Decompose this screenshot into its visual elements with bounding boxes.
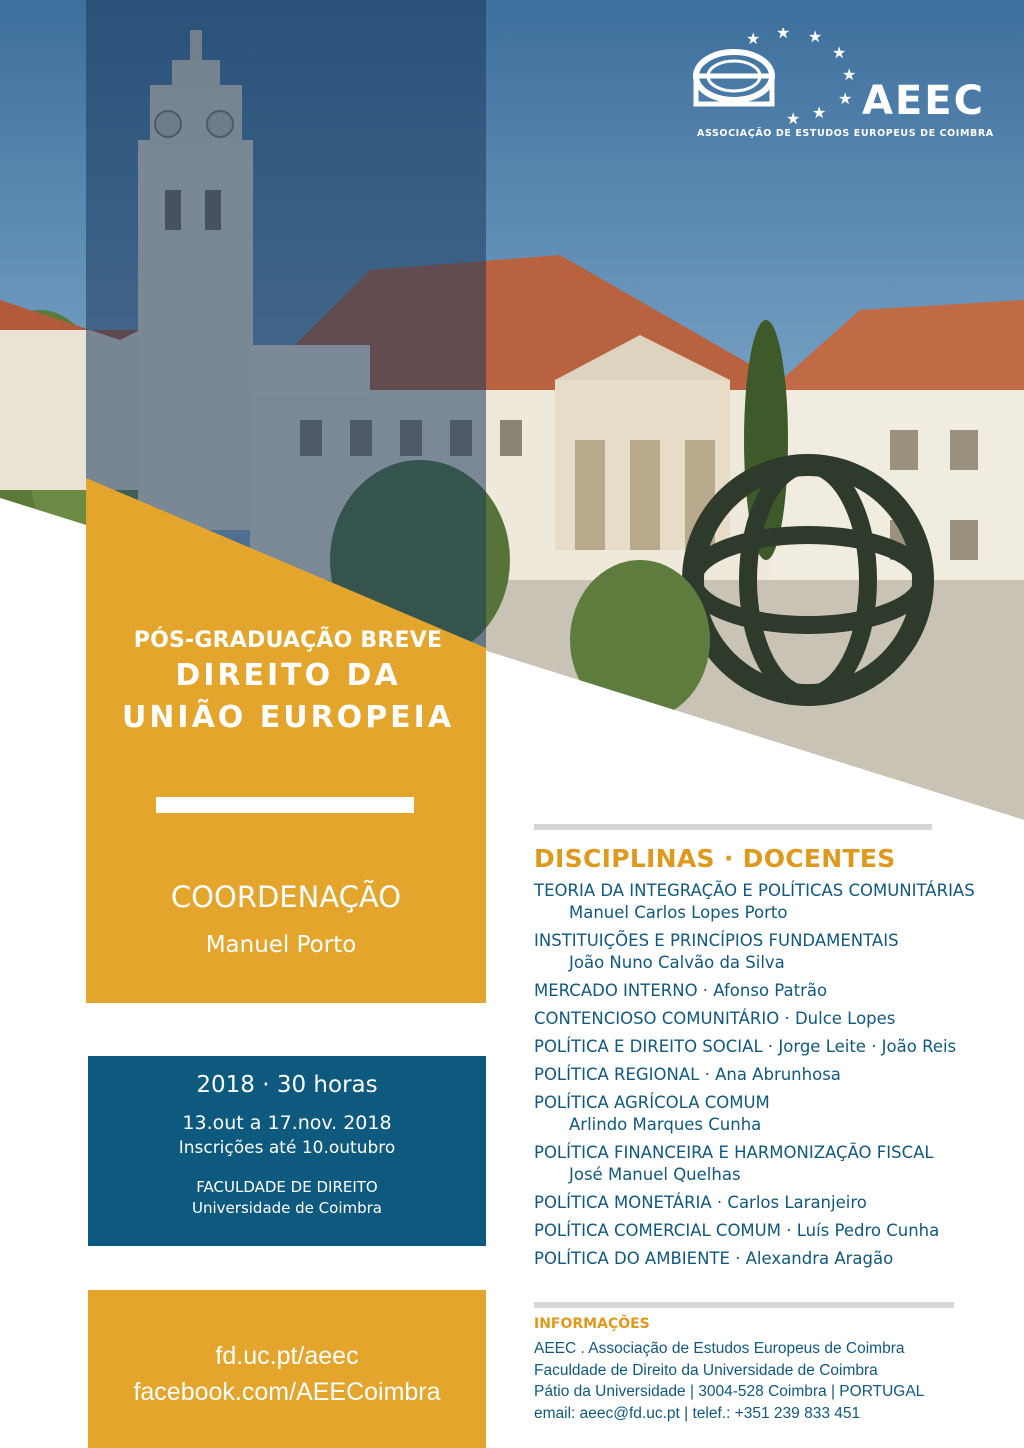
discipline-name: POLÍTICA MONETÁRIA · Carlos Laranjeiro — [534, 1193, 867, 1212]
university-name: Universidade de Coimbra — [192, 1199, 382, 1217]
gold-title-panel — [86, 478, 486, 1003]
registration-deadline: Inscrições até 10.outubro — [178, 1138, 396, 1158]
discipline-teacher: José Manuel Quelhas — [569, 1165, 741, 1184]
svg-text:★: ★ — [812, 103, 827, 122]
discipline-name: MERCADO INTERNO · Afonso Patrão — [534, 981, 828, 1000]
course-details-panel — [88, 1056, 486, 1246]
list-item — [534, 1008, 1014, 1030]
svg-text:★: ★ — [842, 65, 857, 84]
website-link[interactable]: fd.uc.pt/aeec — [215, 1342, 359, 1370]
discipline-name: INSTITUIÇÕES E PRINCÍPIOS FUNDAMENTAIS — [534, 931, 899, 950]
svg-text:★: ★ — [832, 43, 847, 62]
discipline-name: CONTENCIOSO COMUNITÁRIO · Dulce Lopes — [534, 1009, 896, 1028]
discipline-name: POLÍTICA AGRÍCOLA COMUM — [534, 1093, 770, 1112]
svg-text:★: ★ — [838, 89, 853, 108]
list-item — [534, 880, 1014, 924]
discipline-name: POLÍTICA E DIREITO SOCIAL · Jorge Leite · João Reis — [534, 1037, 957, 1056]
logo-name: AEEC — [862, 78, 985, 124]
discipline-teacher: Arlindo Marques Cunha — [569, 1115, 762, 1134]
discipline-name: TEORIA DA INTEGRAÇÃO E POLÍTICAS COMUNITÁRIAS — [534, 881, 975, 900]
coordination-label: COORDENAÇÃO — [170, 880, 402, 914]
list-item — [534, 980, 1014, 1002]
course-dates: 13.out a 17.nov. 2018 — [182, 1112, 392, 1134]
disciplines-list — [534, 880, 1014, 1276]
course-title — [86, 628, 490, 737]
list-item — [534, 1142, 1014, 1186]
list-item — [534, 1248, 1014, 1270]
discipline-name: POLÍTICA COMERCIAL COMUM · Luís Pedro Cunha — [534, 1221, 940, 1240]
disciplines-heading: DISCIPLINAS · DOCENTES — [534, 844, 896, 873]
list-item — [534, 1036, 1014, 1058]
svg-text:★: ★ — [746, 29, 761, 48]
svg-text:★: ★ — [808, 28, 823, 46]
info-heading: INFORMAÇÕES — [534, 1316, 650, 1332]
list-item — [534, 1220, 1014, 1242]
list-item — [534, 1192, 1014, 1214]
faculty-name: FACULDADE DE DIREITO — [196, 1178, 378, 1196]
svg-text:★: ★ — [776, 28, 791, 42]
year-hours: 2018 · 30 horas — [196, 1072, 378, 1098]
logo-subtitle: ASSOCIAÇÃO DE ESTUDOS EUROPEUS DE COIMBRA — [697, 128, 994, 139]
discipline-name: POLÍTICA DO AMBIENTE · Alexandra Aragão — [534, 1249, 894, 1268]
coordinator-name: Manuel Porto — [205, 932, 357, 958]
discipline-name: POLÍTICA REGIONAL · Ana Abrunhosa — [534, 1065, 841, 1084]
list-item — [534, 1092, 1014, 1136]
info-line-association: AEEC . Associação de Estudos Europeus de Coimbra — [534, 1340, 905, 1357]
links-panel — [88, 1290, 486, 1448]
divider-bar — [156, 797, 414, 813]
discipline-teacher: João Nuno Calvão da Silva — [569, 953, 785, 972]
course-type: PÓS-GRADUAÇÃO BREVE — [133, 628, 443, 653]
contact-info — [534, 1316, 1014, 1424]
facebook-link[interactable]: facebook.com/AEECoimbra — [133, 1378, 441, 1406]
list-item — [534, 930, 1014, 974]
disciplines-top-rule — [534, 824, 932, 830]
info-line-contacts[interactable]: email: aeec@fd.uc.pt | telef.: +351 239 833 451 — [534, 1404, 861, 1422]
course-name-line-2: UNIÃO EUROPEIA — [121, 700, 455, 735]
list-item — [534, 1064, 1014, 1086]
discipline-name: POLÍTICA FINANCEIRA E HARMONIZAÇÃO FISCAL — [534, 1143, 934, 1162]
info-line-faculty: Faculdade de Direito da Universidade de Coimbra — [534, 1361, 878, 1379]
info-top-rule — [534, 1302, 954, 1308]
discipline-teacher: Manuel Carlos Lopes Porto — [569, 903, 788, 922]
svg-text:★: ★ — [786, 109, 801, 128]
course-name-line-1: DIREITO DA — [175, 658, 401, 693]
info-line-address: Pátio da Universidade | 3004-528 Coimbra | PORTUGAL — [534, 1383, 925, 1400]
